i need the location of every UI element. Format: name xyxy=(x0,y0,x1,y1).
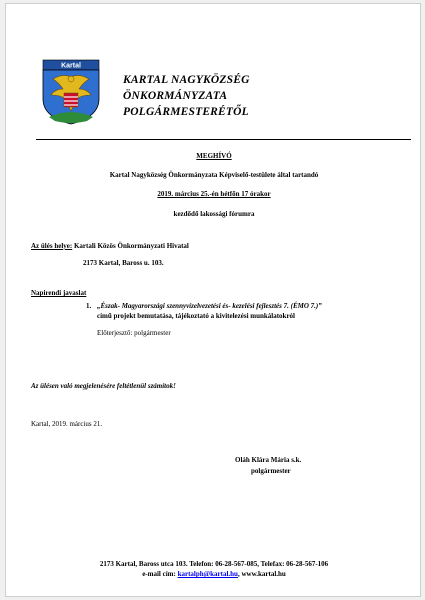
footer-address: 2173 Kartal, Baross utca 103. Telefon: 06-28-567-085, Telefax: 06-28-567-106 xyxy=(99,560,329,568)
agenda-title: Napirendi javaslat xyxy=(31,289,87,297)
footer-email-label: e-mail cím: xyxy=(142,570,176,578)
agenda-presenter: Előterjesztő: polgármester xyxy=(97,329,171,337)
invitation-organizer: Kartal Nagyközség Önkormányzata Képviselő-testülete által tartandó xyxy=(109,171,319,179)
agenda-item-description: című projekt bemutatása, tájékoztató a kivitelezési munkálatokról xyxy=(97,312,295,320)
venue-line xyxy=(31,242,189,250)
crest-label: Kartal xyxy=(61,62,81,70)
venue-label: Az ülés helye: xyxy=(31,242,73,250)
invitation-datetime: 2019. március 25.-én hétfőn 17 órakor xyxy=(157,190,271,198)
footer-email-link[interactable]: kartalph@kartal.hu xyxy=(177,570,238,578)
invitation-title: MEGHÍVÓ xyxy=(196,152,232,160)
place-and-date: Kartal, 2019. március 21. xyxy=(31,420,103,428)
kartal-coat-of-arms xyxy=(41,59,101,125)
agenda-item-number: 1. xyxy=(86,302,92,310)
header-line-1: KARTAL NAGYKÖZSÉG xyxy=(123,74,250,86)
footer-website: www.kartal.hu xyxy=(241,570,286,578)
agenda-item-title: „Észak- Magyarországi szennyvízelvezetési és- kezelési fejlesztés 7. (ÉMO 7.)” xyxy=(97,302,322,310)
footer-separator: , xyxy=(237,570,242,578)
invitation-subject: kezdődő lakossági fórumra xyxy=(173,210,255,218)
signer-name: Oláh Klára Mária s.k. xyxy=(235,456,302,464)
attendance-note: Az ülésen való megjelenésére feltétlenül számítok! xyxy=(31,382,176,390)
footer-contact xyxy=(6,570,422,578)
venue-name: Kartali Közös Önkormányzati Hivatal xyxy=(73,242,189,250)
signer-title: polgármester xyxy=(251,467,291,475)
document-page xyxy=(5,3,421,597)
header-line-2: ÖNKORMÁNYZATA xyxy=(123,90,228,102)
header-divider xyxy=(36,139,411,140)
venue-address: 2173 Kartal, Baross u. 103. xyxy=(83,259,164,267)
header-line-3: POLGÁRMESTERÉTŐL xyxy=(123,106,249,118)
